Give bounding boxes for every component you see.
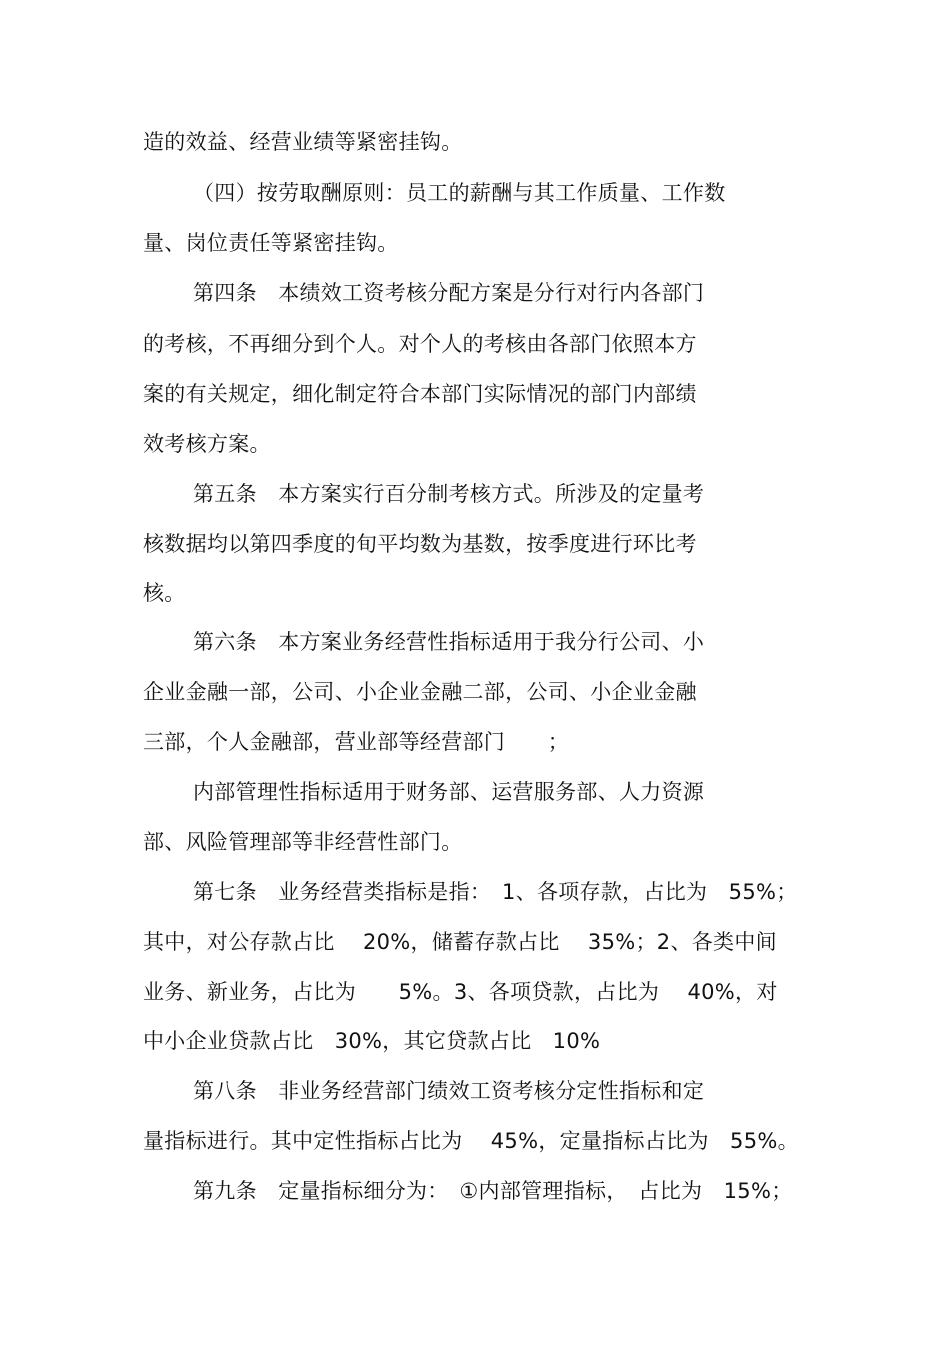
paragraph-line: 第八条 非业务经营部门绩效工资考核分定性指标和定 (193, 1079, 705, 1103)
paragraph-line: 量指标进行。其中定性指标占比为 45%，定量指标占比为 55%。 (143, 1129, 799, 1153)
paragraph-line: 三部，个人金融部，营业部等经营部门 ； (143, 730, 569, 754)
paragraph-line: 第四条 本绩效工资考核分配方案是分行对行内各部门 (193, 281, 705, 305)
paragraph-line: （四）按劳取酬原则：员工的薪酬与其工作质量、工作数 (193, 181, 726, 205)
paragraph-line: 中小企业贷款占比 30%，其它贷款占比 10% (143, 1029, 601, 1053)
paragraph-line: 部、风险管理部等非经营性部门。 (143, 830, 463, 854)
paragraph-line: 第五条 本方案实行百分制考核方式。所涉及的定量考 (193, 482, 705, 506)
paragraph-line: 效考核方案。 (143, 432, 271, 456)
paragraph-line: 第六条 本方案业务经营性指标适用于我分行公司、小 (193, 630, 705, 654)
paragraph-line: 造的效益、经营业绩等紧密挂钩。 (143, 130, 463, 154)
paragraph-line: 企业金融一部，公司、小企业金融二部，公司、小企业金融 (143, 680, 697, 704)
paragraph-line: 第九条 定量指标细分为： ①内部管理指标， 占比为 15%； (193, 1179, 793, 1203)
paragraph-line: 业务、新业务，占比为 5%。3、各项贷款，占比为 40%，对 (143, 980, 778, 1004)
paragraph-line: 量、岗位责任等紧密挂钩。 (143, 231, 399, 255)
paragraph-line: 内部管理性指标适用于财务部、运营服务部、人力资源 (193, 780, 705, 804)
paragraph-line: 案的有关规定，细化制定符合本部门实际情况的部门内部绩 (143, 382, 697, 406)
paragraph-line: 第七条 业务经营类指标是指： 1、各项存款，占比为 55%； (193, 880, 798, 904)
paragraph-line: 核数据均以第四季度的旬平均数为基数，按季度进行环比考 (143, 532, 697, 556)
paragraph-line: 其中，对公存款占比 20%，储蓄存款占比 35%；2、各类中间 (143, 930, 777, 954)
paragraph-line: 的考核，不再细分到个人。对个人的考核由各部门依照本方 (143, 332, 697, 356)
paragraph-line: 核。 (143, 581, 186, 605)
